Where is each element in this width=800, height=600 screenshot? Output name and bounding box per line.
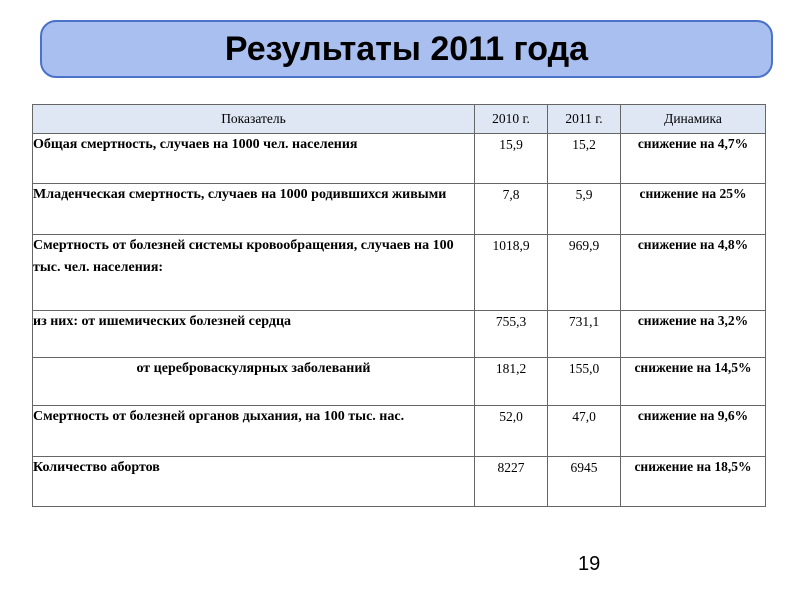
title-banner	[40, 20, 773, 78]
row-2010-value: 15,9	[475, 134, 548, 184]
header-2010: 2010 г.	[475, 105, 548, 134]
row-2011-value: 6945	[548, 457, 621, 507]
row-2010-value: 8227	[475, 457, 548, 507]
row-2011-value: 15,2	[548, 134, 621, 184]
slide-title: Результаты 2011 года	[224, 29, 589, 68]
row-dynamics: снижение на 25%	[621, 184, 766, 235]
row-indicator: Младенческая смертность, случаев на 1000 родившихся живыми	[33, 184, 475, 235]
row-indicator: Количество абортов	[33, 457, 475, 507]
row-indicator: из них: от ишемических болезней сердца	[33, 311, 475, 358]
row-indicator: Общая смертность, случаев на 1000 чел. населения	[33, 134, 475, 184]
page-number: 19	[578, 553, 601, 575]
header-row	[33, 105, 766, 134]
table-row	[33, 134, 766, 184]
header-indicator: Показатель	[33, 105, 475, 134]
table-row	[33, 184, 766, 235]
row-indicator: Смертность от болезней органов дыхания, на 100 тыс. нас.	[33, 406, 475, 457]
row-dynamics: снижение на 4,8%	[621, 235, 766, 311]
row-2010-value: 181,2	[475, 358, 548, 406]
row-dynamics: снижение на 14,5%	[621, 358, 766, 406]
table-row	[33, 311, 766, 358]
row-dynamics: снижение на 4,7%	[621, 134, 766, 184]
row-2010-value: 1018,9	[475, 235, 548, 311]
row-2011-value: 969,9	[548, 235, 621, 311]
row-indicator: от цереброваскулярных заболеваний	[33, 358, 475, 406]
row-2010-value: 7,8	[475, 184, 548, 235]
table-row	[33, 235, 766, 311]
row-dynamics: снижение на 18,5%	[621, 457, 766, 507]
row-2010-value: 52,0	[475, 406, 548, 457]
row-2010-value: 755,3	[475, 311, 548, 358]
table-row	[33, 406, 766, 457]
results-table	[32, 104, 766, 507]
table-row	[33, 358, 766, 406]
table-row	[33, 457, 766, 507]
row-indicator: Смертность от болезней системы кровообращения, случаев на 100 тыс. чел. населения:	[33, 235, 475, 311]
header-2011: 2011 г.	[548, 105, 621, 134]
row-2011-value: 47,0	[548, 406, 621, 457]
row-dynamics: снижение на 3,2%	[621, 311, 766, 358]
row-2011-value: 731,1	[548, 311, 621, 358]
row-2011-value: 5,9	[548, 184, 621, 235]
row-dynamics: снижение на 9,6%	[621, 406, 766, 457]
row-2011-value: 155,0	[548, 358, 621, 406]
header-dynamics: Динамика	[621, 105, 766, 134]
